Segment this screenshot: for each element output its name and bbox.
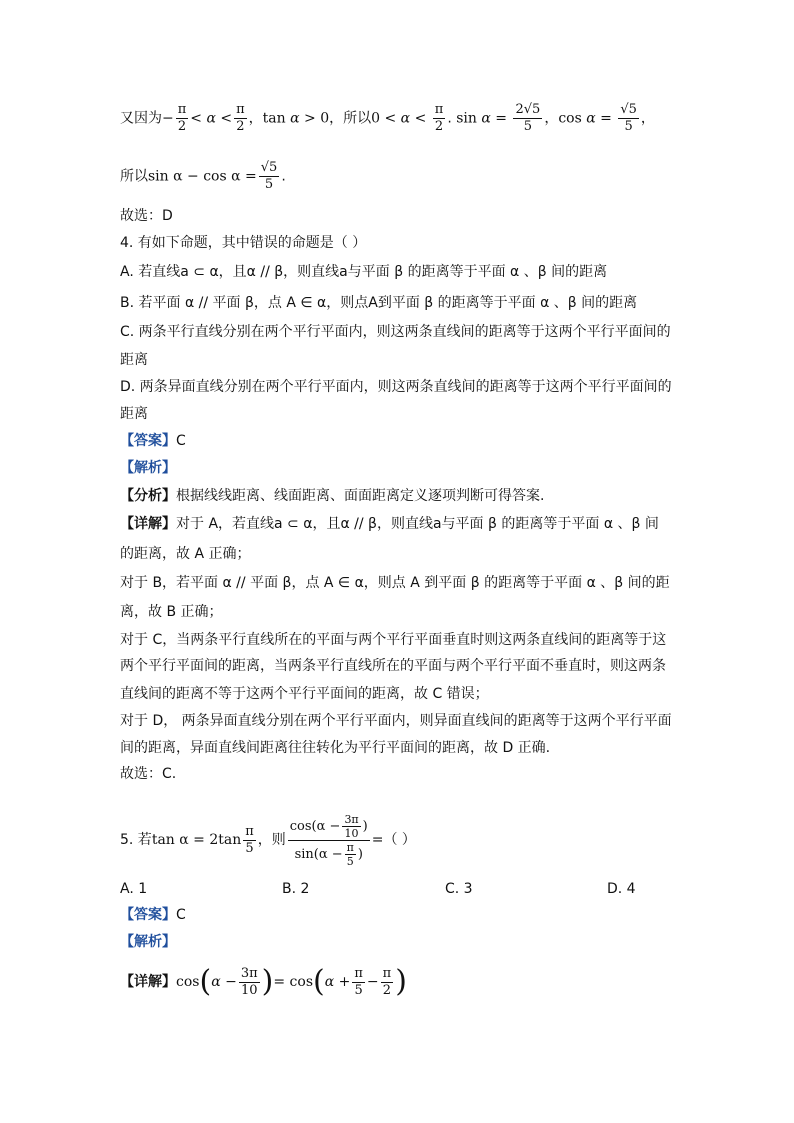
question-4-analysis: 【分析】根据线线距离、线面距离、面面距离定义逐项判断可得答案. [120, 488, 545, 504]
fraction-numerator: 2√5 [515, 102, 541, 117]
answer-choice-line: 故选：D [120, 208, 173, 224]
solution-line-2: 所以sin α − cos α = $\frac{√5}{5}$ . [120, 160, 286, 192]
question-4-detail-6: 两个平行平面间的距离，当两条平行直线所在的平面与两个平行平面不垂直时，则这两条 [120, 658, 666, 674]
option-c: C. 3 [445, 881, 473, 897]
question-4-option-d: D. 两条异面直线分别在两个平行平面内，则这两条直线间的距离等于这两个平行平面间的 [120, 379, 672, 395]
question-4-detail-8: 对于 D， 两条异面直线分别在两个平行平面内，则异面直线间的距离等于这两个平行平面 [120, 713, 672, 729]
text: 又因为 [120, 110, 162, 127]
big-fraction: cos(α − $\frac{3\pi}{10}$ ) sin(α − $\frac{\pi}{5}$ ) [289, 812, 368, 868]
question-4-option-c: C. 两条平行直线分别在两个平行平面内，则这两条直线间的距离等于这两个平行平面间的 [120, 324, 671, 340]
option-a: A. 1 [120, 881, 148, 897]
question-5-answer: 【答案】C [120, 907, 186, 923]
question-4-detail-2: 的距离，故 A 正确； [120, 546, 251, 562]
question-4-detail-3: 对于 B，若平面 α // 平面 β，点 A ∈ α，则点 A 到平面 β 的距离等于平面 α 、β 间的距 [120, 575, 670, 591]
question-4-detail-4: 离，故 B 正确； [120, 604, 223, 620]
solution-line-1: 又因为− $\frac{\pi}{2}$ < α < $\frac{\pi}{2}$ ，tan α > 0，所以0 < α < $\frac{\pi}{2}$ . sin α = $\frac{2√5}{5}$ ，cos α = $\frac{√5}{5}$ ， [120, 102, 655, 134]
option-d: D. 4 [607, 881, 636, 897]
question-4-option-a: A. 若直线a ⊂ α，且α // β，则直线a与平面 β 的距离等于平面 α 、β 间的距离 [120, 264, 608, 280]
question-4-detail-7: 直线间的距离不等于这两个平行平面间的距离，故 C 错误； [120, 686, 489, 702]
question-4-detail-9: 间的距离，异面直线间距离往往转化为平行平面间的距离，故 D 正确. [120, 740, 551, 756]
question-5-stem: 5. 若tan α = 2tan $\frac{\pi}{5}$ ，则 cos(α − $\frac{3\pi}{10}$ ) sin(α − $\frac{\pi}{5}$ ) =（ ） [120, 812, 416, 868]
question-5-analysis-heading: 【解析】 [120, 934, 176, 950]
question-4-option-d-cont: 距离 [120, 406, 148, 422]
question-4-analysis-heading: 【解析】 [120, 460, 176, 476]
question-4-answer: 【答案】C [120, 433, 186, 449]
option-b: B. 2 [282, 881, 310, 897]
question-4-stem: 4. 有如下命题，其中错误的命题是（ ） [120, 235, 367, 251]
question-4-detail-5: 对于 C，当两条平行直线所在的平面与两个平行平面垂直时则这两条直线间的距离等于这 [120, 632, 667, 648]
question-4-conclusion: 故选：C. [120, 766, 177, 782]
question-4-option-c-cont: 距离 [120, 352, 148, 368]
question-4-detail-1: 【详解】对于 A，若直线a ⊂ α，且α // β，则直线a与平面 β 的距离等于平面 α 、β 间 [120, 516, 659, 532]
question-4-option-b: B. 若平面 α // 平面 β，点 A ∈ α，则点A到平面 β 的距离等于平面 α 、β 间的距离 [120, 295, 638, 311]
question-5-detail: 【详解】cos(α − $\frac{3\pi}{10}$ )= cos(α + $\frac{\pi}{5}$ − $\frac{\pi}{2}$ ) [120, 964, 407, 999]
